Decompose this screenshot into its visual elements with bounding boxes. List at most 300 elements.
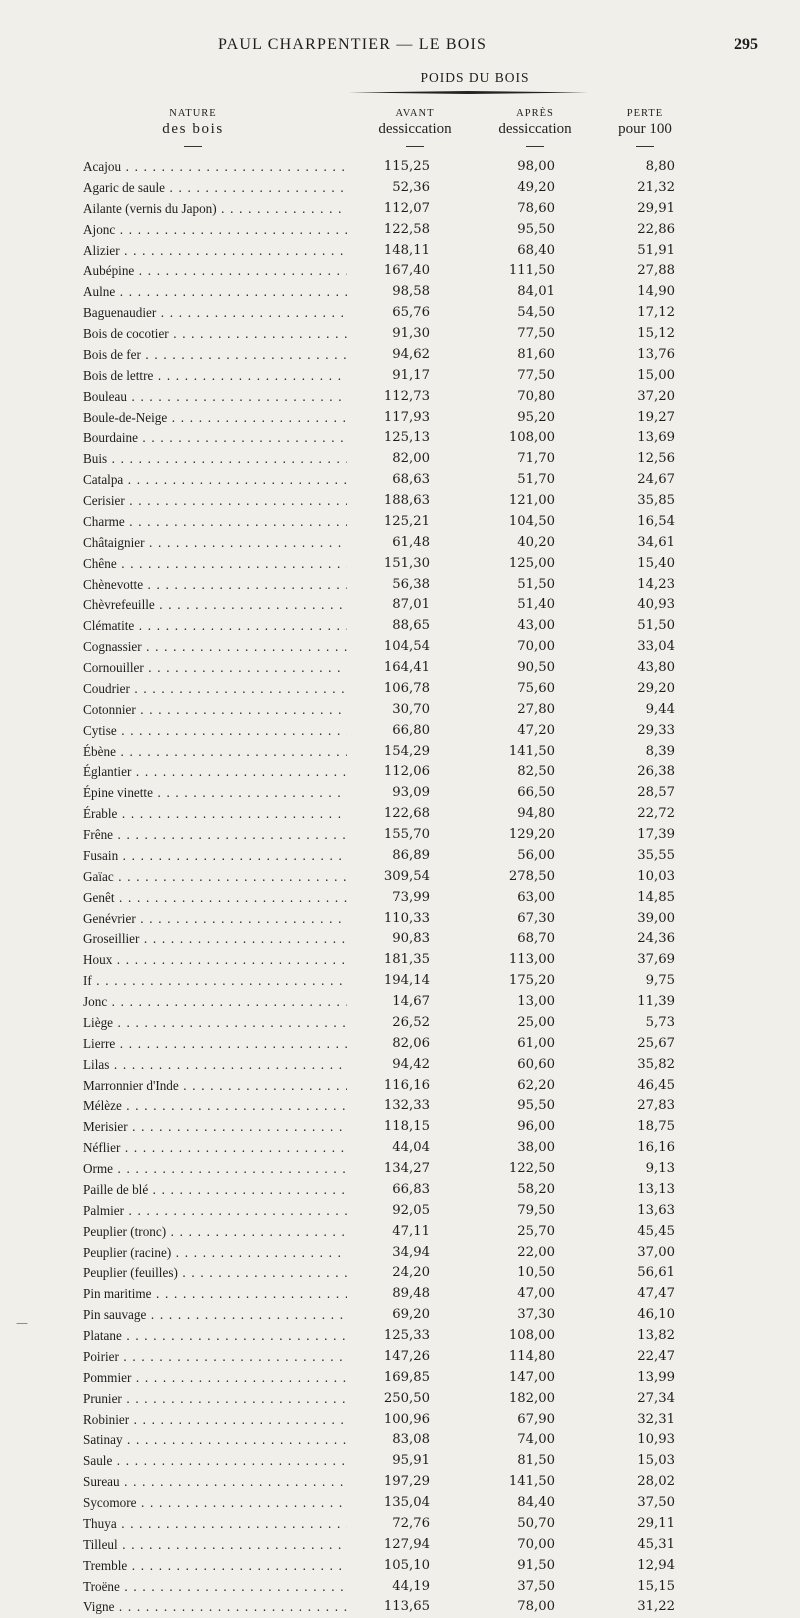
weight-before: 24,20 (392, 1265, 430, 1281)
table-row (0, 1076, 800, 1097)
table-row (0, 408, 800, 429)
loss-percent: 29,91 (637, 200, 675, 216)
weight-before: 88,65 (392, 618, 430, 634)
wood-name: Bouleau . . . (83, 387, 347, 408)
wood-name: Poirier . . . (83, 1347, 347, 1368)
weight-after: 79,50 (517, 1202, 555, 1218)
wood-name: Marronnier d'Inde . . . (83, 1076, 347, 1097)
weight-before: 91,30 (392, 326, 430, 341)
running-head (0, 36, 800, 56)
weight-before: 44,19 (392, 1578, 430, 1594)
wood-name: Jonc . . . (83, 992, 347, 1013)
table-row (0, 157, 800, 178)
loss-percent: 9,75 (645, 973, 675, 989)
weight-after: 74,00 (517, 1432, 555, 1448)
loss-percent: 16,16 (637, 1140, 675, 1156)
weight-before: 135,04 (383, 1495, 430, 1510)
weight-before: 52,36 (392, 179, 430, 195)
loss-percent: 14,85 (637, 889, 675, 905)
wood-name: Agaric de saule . . . (83, 178, 347, 199)
weight-before: 56,38 (392, 576, 430, 592)
wood-name: Ébène . . . (83, 742, 347, 763)
table-row (0, 1451, 800, 1472)
wood-name: Cytise . . . (83, 721, 347, 742)
table-row (0, 178, 800, 199)
loss-percent: 33,04 (637, 639, 675, 655)
loss-percent: 47,47 (637, 1286, 675, 1302)
loss-percent: 46,10 (637, 1307, 675, 1323)
weight-before: 44,04 (392, 1140, 430, 1156)
wood-name: Acajou . . . (83, 157, 347, 178)
weight-after: 91,50 (517, 1557, 555, 1573)
loss-percent: 5,73 (645, 1014, 675, 1030)
weight-before: 106,78 (383, 680, 430, 696)
wood-name: Chèvrefeuille . . . (83, 595, 347, 616)
table-row (0, 950, 800, 971)
weight-after: 129,20 (508, 827, 555, 842)
loss-percent: 46,45 (637, 1077, 675, 1093)
weight-before: 98,58 (392, 284, 430, 300)
table-row (0, 1159, 800, 1180)
loss-percent: 13,99 (637, 1369, 675, 1385)
table-row (0, 575, 800, 596)
weight-after: 113,00 (508, 952, 555, 968)
table-row (0, 1597, 800, 1618)
table-row (0, 1577, 800, 1598)
weight-before: 127,94 (383, 1536, 430, 1552)
weight-after: 141,50 (508, 1474, 555, 1490)
wood-name: Charme . . . (83, 512, 347, 533)
wood-name: Lilas . . . (83, 1055, 347, 1076)
table-row (0, 428, 800, 449)
weight-after: 104,50 (508, 513, 555, 529)
weight-before: 72,76 (392, 1515, 430, 1531)
weight-after: 63,00 (517, 889, 555, 905)
table-row (0, 512, 800, 533)
weight-after: 56,00 (517, 847, 555, 863)
table-row (0, 929, 800, 950)
weight-after: 40,20 (517, 534, 555, 550)
loss-percent: 28,02 (637, 1474, 675, 1490)
weight-before: 61,48 (392, 534, 430, 550)
weight-after: 50,70 (517, 1515, 555, 1531)
loss-percent: 29,33 (637, 722, 675, 738)
weight-after: 54,50 (517, 305, 555, 321)
table-row (0, 1096, 800, 1117)
weight-after: 84,01 (517, 284, 555, 300)
loss-percent: 22,72 (637, 806, 675, 822)
weight-before: 118,15 (383, 1119, 430, 1135)
loss-percent: 37,50 (637, 1495, 675, 1510)
wood-name: Saule . . . (83, 1451, 347, 1472)
weight-before: 134,27 (383, 1161, 430, 1176)
weight-after: 95,50 (517, 221, 555, 237)
wood-name: Cognassier . . . (83, 637, 347, 658)
loss-percent: 15,03 (637, 1453, 675, 1469)
weight-before: 125,13 (383, 430, 430, 446)
wood-name: Sureau . . . (83, 1472, 347, 1493)
weight-before: 250,50 (383, 1390, 430, 1406)
weight-after: 70,00 (517, 1536, 555, 1552)
wood-name: Prunier . . . (83, 1389, 347, 1410)
table-row (0, 658, 800, 679)
weight-after: 25,70 (517, 1223, 555, 1239)
loss-percent: 37,00 (637, 1244, 675, 1260)
table-row (0, 1430, 800, 1451)
wood-name: Bois de lettre . . . (83, 366, 347, 387)
wood-name: Chènevotte . . . (83, 575, 347, 596)
wood-name: Palmier . . . (83, 1201, 347, 1222)
weight-before: 116,16 (383, 1077, 430, 1093)
wood-name: Paille de blé . . . (83, 1180, 347, 1201)
running-title: PAUL CHARPENTIER — LE BOIS (218, 36, 488, 53)
wood-name: Épine vinette . . . (83, 783, 347, 804)
weight-after: 77,50 (517, 326, 555, 341)
table-row (0, 220, 800, 241)
table-row (0, 971, 800, 992)
loss-percent: 40,93 (637, 597, 675, 613)
table-row (0, 533, 800, 554)
weight-before: 66,80 (392, 722, 430, 738)
wood-name: Peuplier (tronc) . . . (83, 1222, 347, 1243)
weight-before: 95,91 (392, 1453, 430, 1469)
table-row (0, 345, 800, 366)
table-row (0, 679, 800, 700)
weight-after: 68,40 (517, 242, 555, 258)
loss-percent: 43,80 (637, 660, 675, 675)
wood-name: Pin maritime . . . (83, 1284, 347, 1305)
loss-percent: 34,61 (637, 534, 675, 550)
weight-after: 47,00 (517, 1286, 555, 1302)
loss-percent: 10,03 (637, 868, 675, 884)
loss-percent: 8,39 (645, 743, 675, 759)
column-header-dash (184, 146, 202, 147)
weight-before: 167,40 (383, 263, 430, 279)
weight-after: 58,20 (517, 1181, 555, 1197)
weight-after: 37,50 (517, 1578, 555, 1594)
weight-before: 188,63 (383, 493, 430, 508)
weight-after: 51,70 (517, 472, 555, 488)
weight-after: 13,00 (517, 994, 555, 1009)
table-row (0, 595, 800, 616)
loss-percent: 27,83 (637, 1098, 675, 1114)
weight-after: 182,00 (508, 1390, 555, 1406)
weight-before: 69,20 (392, 1307, 430, 1323)
wood-name: Orme . . . (83, 1159, 347, 1180)
wood-name: Liège . . . (83, 1013, 347, 1034)
weight-after: 94,80 (517, 806, 555, 822)
loss-percent: 17,39 (637, 827, 675, 842)
wood-name: Cornouiller . . . (83, 658, 347, 679)
loss-percent: 27,88 (637, 263, 675, 279)
loss-percent: 24,36 (637, 931, 675, 947)
weight-before: 73,99 (392, 889, 430, 905)
loss-percent: 22,86 (637, 221, 675, 237)
weight-before: 151,30 (383, 555, 430, 571)
table-row (0, 199, 800, 220)
loss-percent: 19,27 (637, 409, 675, 425)
wood-name: Clématite . . . (83, 616, 347, 637)
wood-name: Lierre . . . (83, 1034, 347, 1055)
weight-before: 47,11 (392, 1223, 430, 1239)
table-row (0, 282, 800, 303)
loss-percent: 35,85 (637, 493, 675, 508)
wood-name: Catalpa . . . (83, 470, 347, 491)
table-row (0, 1493, 800, 1514)
table-row (0, 554, 800, 575)
weight-before: 14,67 (392, 994, 430, 1009)
wood-name: Tremble . . . (83, 1556, 347, 1577)
weight-before: 68,63 (392, 472, 430, 488)
wood-name: Châtaignier . . . (83, 533, 347, 554)
weight-before: 30,70 (392, 701, 430, 717)
weight-after: 125,00 (508, 555, 555, 571)
loss-percent: 16,54 (637, 513, 675, 529)
wood-name: Peuplier (feuilles) . . . (83, 1263, 347, 1284)
loss-percent: 37,69 (637, 952, 675, 968)
wood-name: Bois de cocotier . . . (83, 324, 347, 345)
wood-weight-table (0, 157, 800, 1618)
weight-after: 81,50 (517, 1453, 555, 1469)
table-row (0, 1347, 800, 1368)
weight-before: 65,76 (392, 305, 430, 321)
table-row (0, 1410, 800, 1431)
loss-percent: 45,31 (637, 1536, 675, 1552)
table-row (0, 637, 800, 658)
column-header-avant-line1: AVANT (395, 108, 435, 119)
wood-name: Aubépine . . . (83, 261, 347, 282)
weight-after: 22,00 (517, 1244, 555, 1260)
weight-after: 51,50 (517, 576, 555, 592)
table-row (0, 742, 800, 763)
weight-before: 147,26 (383, 1348, 430, 1364)
weight-after: 141,50 (508, 743, 555, 759)
loss-percent: 24,67 (637, 472, 675, 488)
table-row (0, 762, 800, 783)
wood-name: Églantier . . . (83, 762, 347, 783)
table-row (0, 783, 800, 804)
loss-percent: 25,67 (637, 1035, 675, 1051)
loss-percent: 15,40 (637, 555, 675, 571)
loss-percent: 13,69 (637, 430, 675, 446)
loss-percent: 18,75 (637, 1119, 675, 1135)
wood-name: Baguenaudier . . . (83, 303, 347, 324)
weight-after: 61,00 (517, 1035, 555, 1051)
table-row (0, 721, 800, 742)
weight-before: 89,48 (392, 1286, 430, 1302)
weight-after: 98,00 (517, 159, 555, 174)
weight-after: 47,20 (517, 722, 555, 738)
table-title: POIDS DU BOIS (420, 70, 530, 85)
loss-percent: 13,63 (637, 1202, 675, 1218)
wood-name: Troëne . . . (83, 1577, 347, 1598)
wood-name: Alizier . . . (83, 241, 347, 262)
column-header-nature-line2: des bois (162, 121, 224, 137)
weight-after: 25,00 (517, 1014, 555, 1030)
weight-before: 112,07 (383, 200, 430, 216)
wood-name: Néflier . . . (83, 1138, 347, 1159)
weight-before: 112,06 (383, 764, 430, 780)
weight-before: 112,73 (383, 388, 430, 404)
table-row (0, 825, 800, 846)
weight-before: 92,05 (392, 1202, 430, 1218)
loss-percent: 35,55 (637, 847, 675, 863)
loss-percent: 15,12 (637, 326, 675, 341)
weight-before: 154,29 (383, 743, 430, 759)
table-row (0, 1305, 800, 1326)
column-header-perte-line1: PERTE (626, 108, 664, 119)
weight-after: 108,00 (508, 430, 555, 446)
weight-before: 155,70 (383, 827, 430, 842)
loss-percent: 45,45 (637, 1223, 675, 1239)
weight-before: 132,33 (383, 1098, 430, 1114)
wood-name: Mélèze . . . (83, 1096, 347, 1117)
weight-after: 68,70 (517, 931, 555, 947)
table-row (0, 1138, 800, 1159)
loss-percent: 21,32 (637, 179, 675, 195)
loss-percent: 27,34 (637, 1390, 675, 1406)
weight-after: 95,50 (517, 1098, 555, 1114)
weight-before: 91,17 (392, 367, 430, 383)
loss-percent: 51,91 (637, 242, 675, 258)
wood-name: Fusain . . . (83, 846, 347, 867)
weight-after: 37,30 (517, 1307, 555, 1323)
column-header-perte-line2: pour 100 (618, 121, 672, 137)
weight-before: 105,10 (383, 1557, 430, 1573)
table-row (0, 867, 800, 888)
weight-before: 34,94 (392, 1244, 430, 1260)
table-row (0, 1472, 800, 1493)
weight-after: 43,00 (517, 618, 555, 634)
weight-before: 86,89 (392, 847, 430, 863)
loss-percent: 11,39 (637, 994, 675, 1009)
weight-before: 100,96 (383, 1411, 430, 1427)
loss-percent: 14,90 (637, 284, 675, 300)
weight-before: 125,21 (383, 513, 430, 529)
weight-before: 66,83 (392, 1181, 430, 1197)
table-row (0, 1514, 800, 1535)
loss-percent: 51,50 (637, 618, 675, 634)
wood-name: Érable . . . (83, 804, 347, 825)
weight-after: 111,50 (508, 263, 555, 279)
wood-name: Aulne . . . (83, 282, 347, 303)
loss-percent: 12,56 (637, 451, 675, 467)
table-row (0, 491, 800, 512)
weight-after: 62,20 (517, 1077, 555, 1093)
weight-after: 49,20 (517, 179, 555, 195)
table-row (0, 1389, 800, 1410)
weight-before: 117,93 (383, 409, 430, 425)
column-header-dash (636, 146, 654, 147)
wood-name: Robinier . . . (83, 1410, 347, 1431)
column-header-dash (526, 146, 544, 147)
weight-after: 70,00 (517, 639, 555, 655)
loss-percent: 22,47 (637, 1348, 675, 1364)
wood-name: Sycomore . . . (83, 1493, 347, 1514)
weight-after: 122,50 (508, 1161, 555, 1176)
loss-percent: 13,76 (637, 346, 675, 362)
wood-name: Gaïac . . . (83, 867, 347, 888)
weight-before: 93,09 (392, 785, 430, 801)
table-row (0, 1284, 800, 1305)
column-header-apres (485, 107, 585, 147)
wood-name: Chêne . . . (83, 554, 347, 575)
table-row (0, 1055, 800, 1076)
weight-before: 122,58 (383, 221, 430, 237)
wood-name: Coudrier . . . (83, 679, 347, 700)
weight-after: 108,00 (508, 1328, 555, 1343)
title-rule (348, 91, 588, 94)
table-row (0, 366, 800, 387)
weight-after: 38,00 (517, 1140, 555, 1156)
weight-before: 94,62 (392, 346, 430, 362)
loss-percent: 35,82 (637, 1056, 675, 1072)
weight-before: 122,68 (383, 806, 430, 822)
weight-after: 67,30 (517, 910, 555, 926)
loss-percent: 37,20 (637, 388, 675, 404)
weight-after: 175,20 (508, 973, 555, 989)
weight-before: 113,65 (383, 1599, 430, 1615)
table-row (0, 1326, 800, 1347)
weight-after: 75,60 (517, 680, 555, 696)
wood-name: Merisier . . . (83, 1117, 347, 1138)
weight-after: 60,60 (517, 1056, 555, 1072)
column-header-dash (406, 146, 424, 147)
loss-percent: 13,82 (637, 1328, 675, 1343)
wood-name: Frêne . . . (83, 825, 347, 846)
weight-before: 169,85 (383, 1369, 430, 1385)
table-row (0, 700, 800, 721)
table-row (0, 1535, 800, 1556)
wood-name: Ajonc . . . (83, 220, 347, 241)
table-row (0, 324, 800, 345)
wood-name: Satinay . . . (83, 1430, 347, 1451)
wood-name: Ailante (vernis du Japon) . . . (83, 199, 347, 220)
column-header-perte (600, 107, 690, 147)
weight-before: 197,29 (383, 1474, 430, 1490)
loss-percent: 29,20 (637, 680, 675, 696)
weight-after: 147,00 (508, 1369, 555, 1385)
wood-name: Peuplier (racine) . . . (83, 1243, 347, 1264)
wood-name: Cerisier . . . (83, 491, 347, 512)
table-row (0, 1013, 800, 1034)
weight-before: 164,41 (383, 660, 430, 675)
loss-percent: 9,44 (645, 701, 675, 717)
weight-after: 78,60 (517, 200, 555, 216)
weight-after: 77,50 (517, 367, 555, 383)
table-row (0, 449, 800, 470)
weight-after: 278,50 (508, 868, 555, 884)
page-number: 295 (734, 36, 758, 53)
wood-name: Cotonnier . . . (83, 700, 347, 721)
weight-before: 90,83 (392, 931, 430, 947)
loss-percent: 26,38 (637, 764, 675, 780)
table-row (0, 1263, 800, 1284)
table-row (0, 1117, 800, 1138)
weight-after: 90,50 (517, 660, 555, 675)
loss-percent: 8,80 (645, 159, 675, 174)
table-row (0, 888, 800, 909)
weight-before: 82,00 (392, 451, 430, 467)
wood-name: Bois de fer . . . (83, 345, 347, 366)
weight-after: 96,00 (517, 1119, 555, 1135)
wood-name: Genévrier . . . (83, 909, 347, 930)
table-row (0, 1243, 800, 1264)
column-header-nature-line1: NATURE (169, 108, 217, 119)
table-row (0, 1222, 800, 1243)
wood-name: Houx . . . (83, 950, 347, 971)
column-header-avant (360, 107, 470, 147)
